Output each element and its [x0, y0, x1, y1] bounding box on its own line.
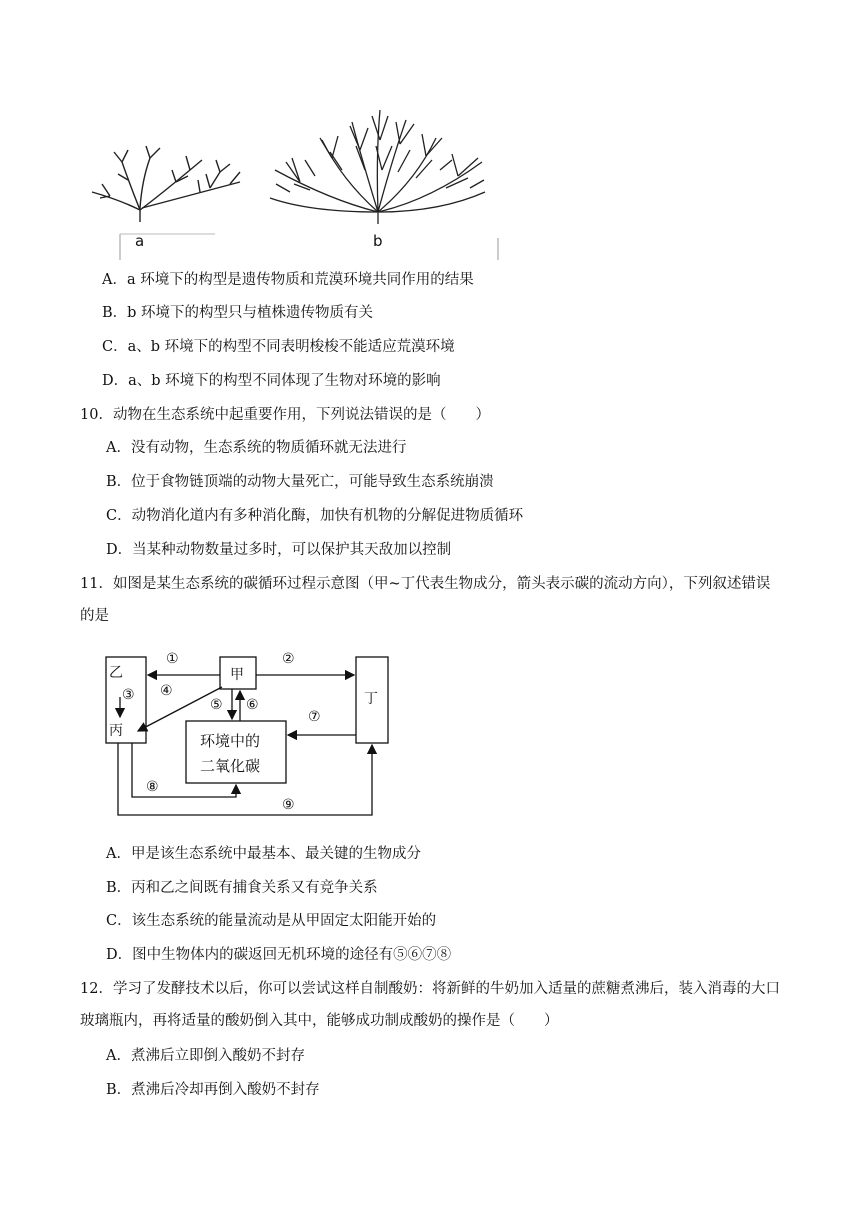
- node-bing: 丙: [109, 723, 123, 739]
- label-b: b: [373, 232, 383, 250]
- q11-option-c: C．该生态系统的能量流动是从甲固定太阳能开始的: [106, 913, 437, 929]
- q11-stem: 11．如图是某生态系统的碳循环过程示意图（甲~丁代表生物成分，箭头表示碳的流动方向），下列叙述错误的是: [80, 576, 771, 624]
- q11-option-a: A．甲是该生态系统中最基本、最关键的生物成分: [106, 846, 421, 862]
- shrub-a-drawing: [92, 146, 240, 222]
- q9-option-d: D．a、b 环境下的构型不同体现了生物对环境的影响: [102, 373, 441, 389]
- arrow-label-1: ①: [166, 651, 179, 667]
- q11-option-b: B．丙和乙之间既有捕食关系又有竞争关系: [106, 880, 378, 896]
- q12-stem: 12．学习了发酵技术以后，你可以尝试这样自制酸奶：将新鲜的牛奶加入适量的蔗糖煮沸后，装入消毒的大口玻璃瓶内，再将适量的酸奶倒入其中，能够成功制成酸奶的操作是（ ）: [80, 981, 780, 1029]
- q10-option-d: D．当某种动物数量过多时，可以保护其天敌加以控制: [106, 542, 452, 558]
- node-yi: 乙: [109, 665, 123, 681]
- arrow-label-8: ⑧: [146, 779, 159, 795]
- q12-option-a: A．煮沸后立即倒入酸奶不封存: [106, 1048, 305, 1064]
- plant-figure: [80, 100, 510, 265]
- arrow-label-7: ⑦: [308, 709, 321, 725]
- q10-stem: 10．动物在生态系统中起重要作用，下列说法错误的是（ ）: [80, 407, 490, 423]
- node-env-line1: 环境中的: [200, 732, 261, 750]
- node-ding: 丁: [364, 691, 378, 707]
- arrow-label-6: ⑥: [246, 697, 259, 713]
- q9-option-a: A．a 环境下的构型是遗传物质和荒漠环境共同作用的结果: [102, 272, 474, 288]
- arrow-label-5: ⑤: [210, 697, 223, 713]
- q11-option-d: D．图中生物体内的碳返回无机环境的途径有⑤⑥⑦⑧: [106, 947, 452, 963]
- arrow-label-3: ③: [122, 687, 135, 703]
- shrub-b-drawing: [270, 110, 485, 224]
- q10-option-b: B．位于食物链顶端的动物大量死亡，可能导致生态系统崩溃: [106, 474, 494, 490]
- q10-option-a: A．没有动物，生态系统的物质循环就无法进行: [106, 440, 407, 456]
- carbon-cycle-diagram: [100, 645, 400, 825]
- q10-option-c: C．动物消化道内有多种消化酶，加快有机物的分解促进物质循环: [106, 508, 524, 524]
- label-a: a: [135, 232, 145, 250]
- arrow-label-9: ⑨: [282, 797, 295, 813]
- node-env-line2: 二氧化碳: [200, 757, 261, 775]
- q9-option-c: C．a、b 环境下的构型不同表明梭梭不能适应荒漠环境: [102, 339, 455, 355]
- node-jia: 甲: [230, 667, 244, 683]
- q12-option-b: B．煮沸后冷却再倒入酸奶不封存: [106, 1082, 320, 1098]
- arrow-label-4: ④: [160, 683, 173, 699]
- q9-option-b: B．b 环境下的构型只与植株遗传物质有关: [102, 305, 374, 321]
- arrow-label-2: ②: [282, 651, 295, 667]
